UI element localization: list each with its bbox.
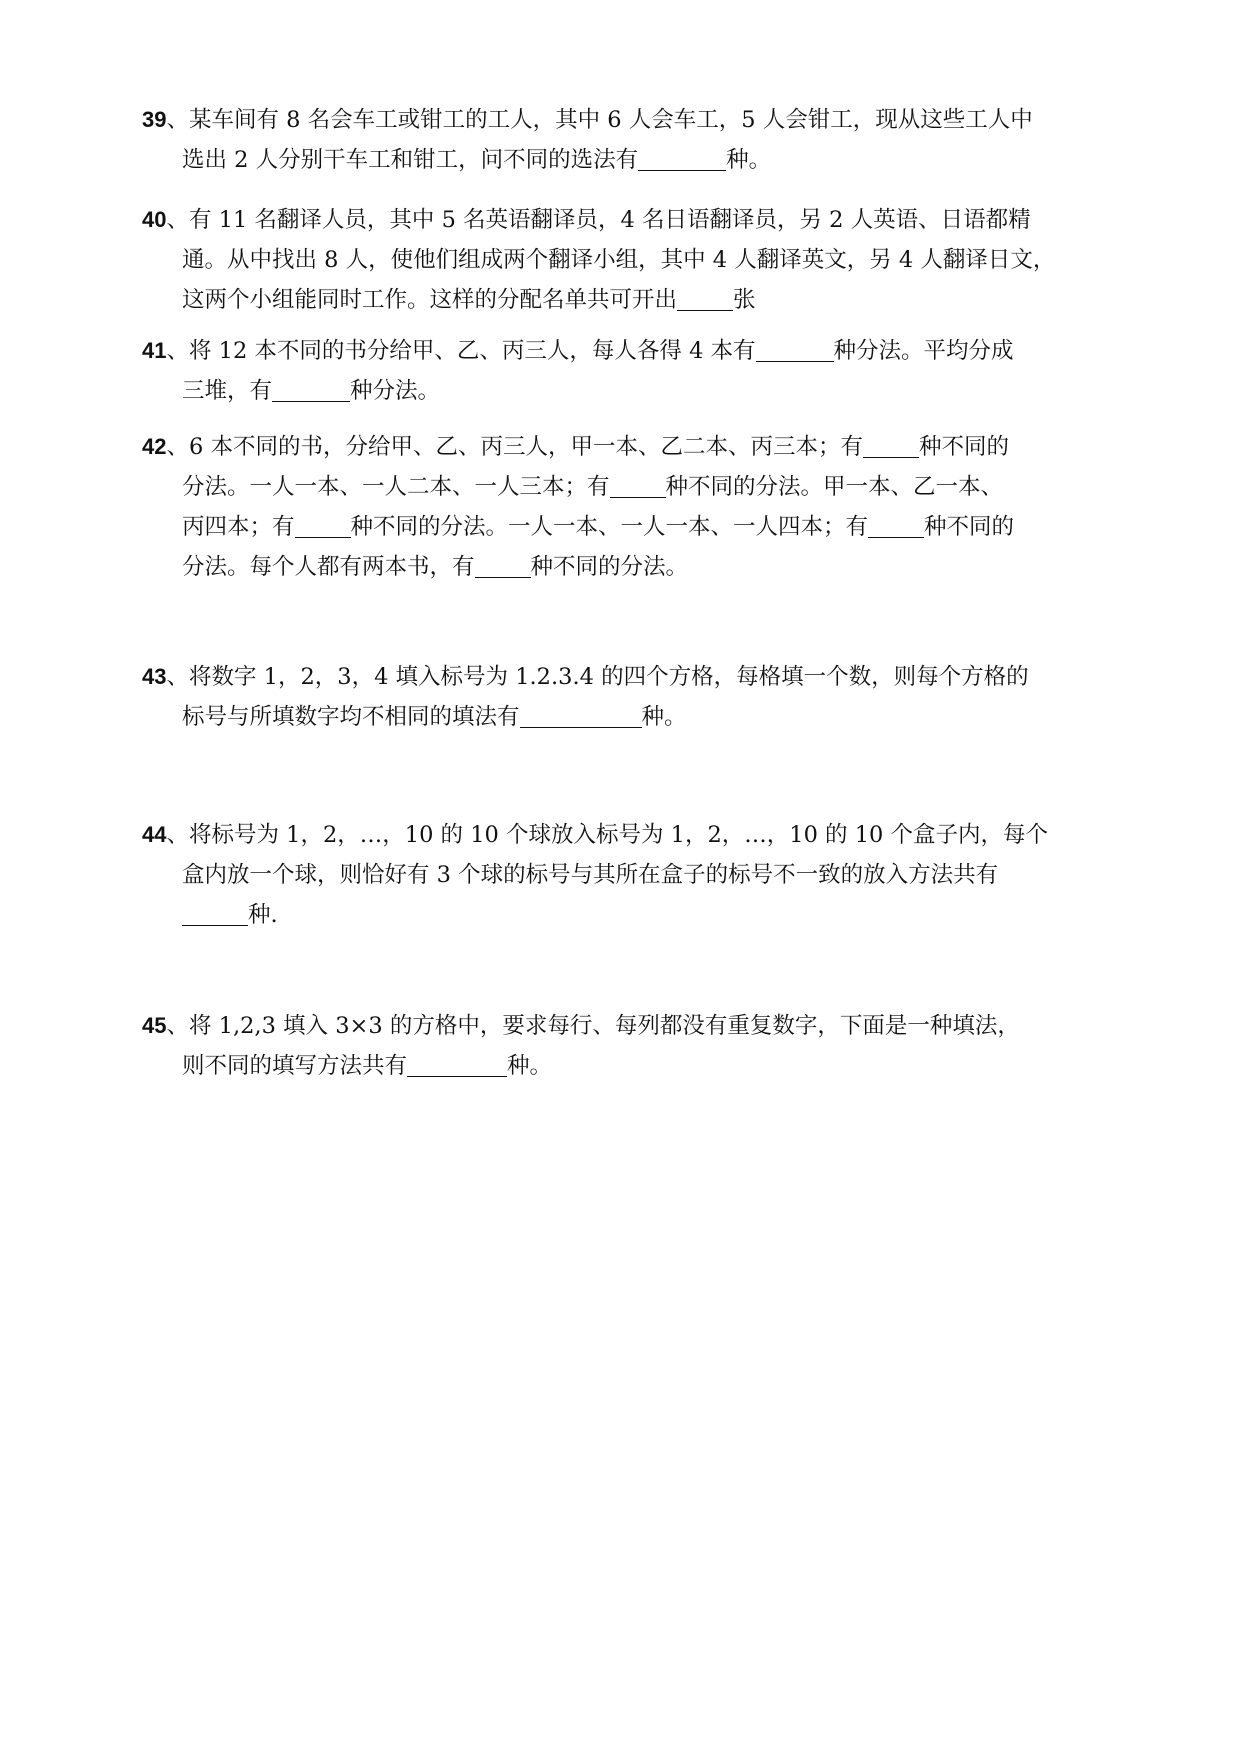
question-text: 种不同的分法。 bbox=[530, 554, 689, 580]
question-text: 则不同的填写方法共有 bbox=[182, 1053, 408, 1079]
question-text: 选出 2 人分别干车工和钳工，问不同的选法有 bbox=[182, 147, 639, 173]
question-line bbox=[142, 657, 1107, 697]
question-number: 39 bbox=[142, 107, 167, 132]
question-text: 这两个小组能同时工作。这样的分配名单共可开出 bbox=[182, 287, 678, 313]
answer-blank[interactable] bbox=[868, 511, 924, 538]
question-text: 种. bbox=[248, 902, 278, 928]
question-line bbox=[142, 1046, 1107, 1086]
answer-blank[interactable] bbox=[638, 144, 726, 171]
answer-blank[interactable] bbox=[407, 1050, 507, 1077]
answer-blank[interactable] bbox=[756, 335, 834, 362]
question-line bbox=[142, 507, 1107, 547]
question-text: 、将 12 本不同的书分给甲、乙、丙三人，每人各得 4 本有 bbox=[166, 338, 756, 364]
question-line bbox=[142, 427, 1107, 467]
question-number: 45 bbox=[142, 1013, 167, 1038]
question-44 bbox=[142, 815, 1107, 935]
question-text: 种。 bbox=[507, 1053, 553, 1079]
question-line bbox=[142, 280, 1107, 320]
question-number: 40 bbox=[142, 207, 167, 232]
question-line bbox=[142, 331, 1107, 371]
question-number: 43 bbox=[142, 664, 167, 689]
question-text: 、6 本不同的书，分给甲、乙、丙三人，甲一本、乙二本、丙三本；有 bbox=[166, 434, 863, 460]
question-line bbox=[142, 140, 1107, 180]
answer-blank[interactable] bbox=[520, 701, 642, 728]
question-text: 、将数字 1，2，3，4 填入标号为 1.2.3.4 的四个方格，每格填一个数，则每个方格的 bbox=[166, 664, 1029, 690]
question-40 bbox=[142, 200, 1107, 320]
question-line bbox=[142, 467, 1107, 507]
question-text: 三堆，有 bbox=[182, 378, 273, 404]
question-41 bbox=[142, 331, 1107, 411]
question-line bbox=[142, 1006, 1107, 1046]
question-text: 通。从中找出 8 人，使他们组成两个翻译小组，其中 4 人翻译英文，另 4 人翻译日文， bbox=[182, 247, 1056, 273]
answer-blank[interactable] bbox=[610, 471, 666, 498]
question-line bbox=[142, 371, 1107, 411]
question-line bbox=[142, 100, 1107, 140]
question-number: 44 bbox=[142, 822, 167, 847]
question-text: 、有 11 名翻译人员，其中 5 名英语翻译员，4 名日语翻译员，另 2 人英语、日语都精 bbox=[166, 207, 1031, 233]
answer-blank[interactable] bbox=[475, 551, 531, 578]
question-text: 分法。一人一本、一人二本、一人三本；有 bbox=[182, 474, 610, 500]
question-number: 42 bbox=[142, 434, 167, 459]
question-line bbox=[142, 547, 1107, 587]
question-line bbox=[142, 240, 1107, 280]
question-39 bbox=[142, 100, 1107, 180]
question-text: 种不同的 bbox=[918, 434, 1009, 460]
question-line bbox=[142, 895, 1107, 935]
question-text: 、某车间有 8 名会车工或钳工的工人，其中 6 人会车工，5 人会钳工，现从这些工人中 bbox=[166, 107, 1033, 133]
question-text: 种。 bbox=[641, 704, 687, 730]
question-text: 丙四本；有 bbox=[182, 514, 295, 540]
question-line bbox=[142, 200, 1107, 240]
question-text: 标号与所填数字均不相同的填法有 bbox=[182, 704, 520, 730]
question-text: 、将标号为 1，2，…，10 的 10 个球放入标号为 1，2，…，10 的 10 个盒子内，每个 bbox=[166, 822, 1048, 848]
question-number: 41 bbox=[142, 338, 167, 363]
question-text: 种不同的分法。一人一本、一人一本、一人四本；有 bbox=[350, 514, 869, 540]
question-text: 种不同的分法。甲一本、乙一本、 bbox=[665, 474, 1004, 500]
question-text: 种。 bbox=[726, 147, 772, 173]
question-42 bbox=[142, 427, 1107, 587]
question-line bbox=[142, 815, 1107, 855]
answer-blank[interactable] bbox=[677, 284, 733, 311]
question-line bbox=[142, 855, 1107, 895]
question-text: 、将 1,2,3 填入 3×3 的方格中，要求每行、每列都没有重复数字，下面是一种填法， bbox=[166, 1013, 1020, 1039]
question-text: 分法。每个人都有两本书，有 bbox=[182, 554, 475, 580]
question-text: 盒内放一个球，则恰好有 3 个球的标号与其所在盒子的标号不一致的放入方法共有 bbox=[182, 862, 999, 888]
question-text: 种分法。 bbox=[350, 378, 441, 404]
question-text: 种不同的 bbox=[924, 514, 1015, 540]
answer-blank[interactable] bbox=[295, 511, 351, 538]
question-43 bbox=[142, 657, 1107, 737]
question-text: 张 bbox=[733, 287, 756, 313]
answer-blank[interactable] bbox=[182, 899, 248, 926]
question-text: 种分法。平均分成 bbox=[833, 338, 1014, 364]
answer-blank[interactable] bbox=[272, 375, 350, 402]
question-line bbox=[142, 697, 1107, 737]
answer-blank[interactable] bbox=[863, 431, 919, 458]
question-45 bbox=[142, 1006, 1107, 1086]
